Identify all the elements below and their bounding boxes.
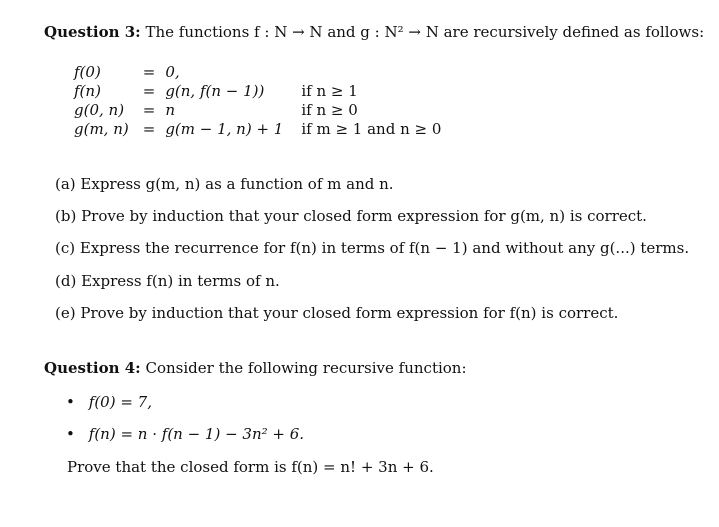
question-3-part-b: (b) Prove by induction that your closed form expression for g(m, n) is correct.	[55, 207, 647, 225]
equation-condition: if n ≥ 0	[301, 101, 358, 119]
equation-lhs: g(0, n)	[74, 101, 125, 119]
question-4-label: Question 4:	[44, 359, 141, 377]
equation-condition	[301, 63, 441, 82]
equation-row	[74, 101, 441, 120]
equation-rhs: g(n, f(n − 1))	[165, 82, 265, 100]
recursive-definitions	[74, 63, 441, 139]
equation-lhs: f(0)	[74, 63, 101, 81]
question-3-part-c: (c) Express the recurrence for f(n) in terms of f(n − 1) and without any g(...) terms.	[55, 239, 690, 257]
equation-equals: =	[142, 82, 156, 100]
equation-condition: if m ≥ 1 and n ≥ 0	[301, 120, 442, 138]
question-4-bullet-1	[66, 392, 152, 412]
equation-equals: =	[142, 120, 156, 138]
equation-lhs: g(m, n)	[74, 120, 129, 138]
question-3-heading	[44, 22, 704, 42]
bullet-text: f(n) = n · f(n − 1) − 3n² + 6.	[88, 425, 305, 443]
question-3-label: Question 3:	[44, 23, 141, 41]
bullet-icon: •	[66, 393, 75, 411]
question-3-part-a: (a) Express g(m, n) as a function of m and n.	[55, 175, 394, 193]
question-3-part-d: (d) Express f(n) in terms of n.	[55, 272, 280, 290]
question-3-text: The functions f : N → N and g : N² → N are recursively defined as follows:	[145, 23, 705, 41]
equation-equals: =	[142, 63, 156, 81]
equation-lhs: f(n)	[74, 82, 101, 100]
question-4-text: Consider the following recursive function:	[145, 359, 467, 377]
equation-row	[74, 63, 441, 82]
question-4-prove-statement: Prove that the closed form is f(n) = n! + 3n + 6.	[67, 458, 434, 476]
equation-equals: =	[142, 101, 156, 119]
question-4-bullet-2	[66, 424, 304, 444]
bullet-icon: •	[66, 425, 75, 443]
question-3-part-e: (e) Prove by induction that your closed form expression for f(n) is correct.	[55, 304, 619, 322]
question-4-heading	[44, 358, 467, 378]
equation-rhs: 0,	[165, 63, 180, 81]
equation-row	[74, 82, 441, 101]
equation-rhs: n	[165, 101, 175, 119]
bullet-text: f(0) = 7,	[88, 393, 152, 411]
equation-rhs: g(m − 1, n) + 1	[165, 120, 284, 138]
equation-row	[74, 120, 441, 139]
equation-condition: if n ≥ 1	[301, 82, 358, 100]
